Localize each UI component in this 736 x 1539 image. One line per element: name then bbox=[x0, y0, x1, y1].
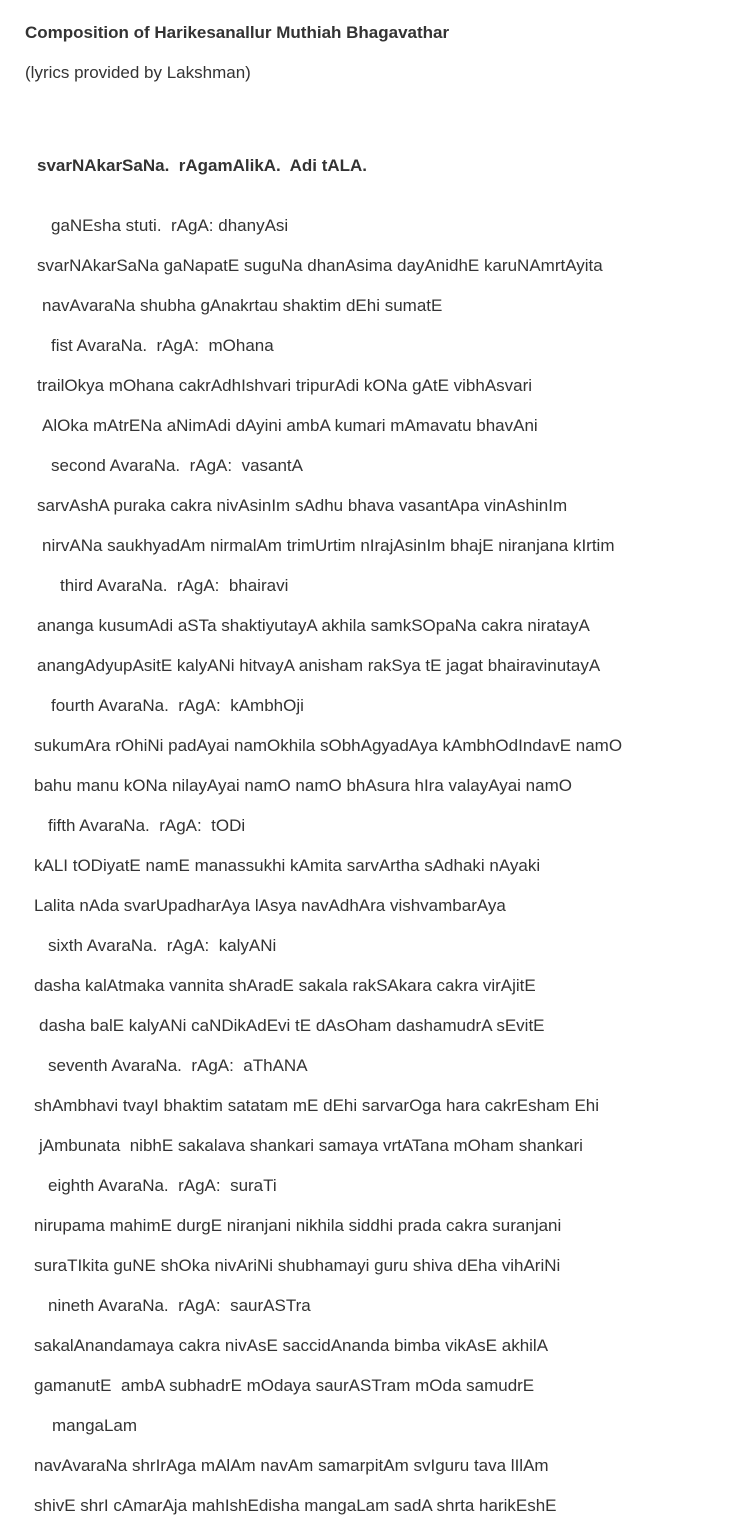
section-heading: fourth AvaraNa. rAgA: kAmbhOji bbox=[51, 696, 304, 715]
lyric-line: navAvaraNa shrIrAga mAlAm navAm samarpitAm svIguru tava lIlAm bbox=[34, 1456, 549, 1475]
lyric-line: trailOkya mOhana cakrAdhIshvari tripurAdi kONa gAtE vibhAsvari bbox=[37, 376, 533, 395]
lyric-line: gamanutE ambA subhadrE mOdaya saurASTram mOda samudrE bbox=[34, 1376, 535, 1395]
lyric-line: dasha balE kalyANi caNDikAdEvi tE dAsOham dashamudrA sEvitE bbox=[39, 1016, 545, 1035]
section-heading: fifth AvaraNa. rAgA: tODi bbox=[48, 816, 246, 835]
lyric-line: nirvANa saukhyadAm nirmalAm trimUrtim nIrajAsinIm bhajE niranjana kIrtim bbox=[42, 536, 615, 555]
section-heading: third AvaraNa. rAgA: bhairavi bbox=[60, 576, 289, 595]
lyric-line: suraTIkita guNE shOka nivAriNi shubhamayi guru shiva dEha vihAriNi bbox=[34, 1256, 561, 1275]
lyric-line: sarvAshA puraka cakra nivAsinIm sAdhu bhava vasantApa vinAshinIm bbox=[37, 496, 568, 515]
lyric-line: sukumAra rOhiNi padAyai namOkhila sObhAgyadAya kAmbhOdIndavE namO bbox=[34, 736, 623, 755]
section-heading: gaNEsha stuti. rAgA: dhanyAsi bbox=[51, 216, 289, 235]
section-heading: eighth AvaraNa. rAgA: suraTi bbox=[48, 1176, 277, 1195]
lyric-line: bahu manu kONa nilayAyai namO namO bhAsura hIra valayAyai namO bbox=[34, 776, 572, 795]
lyric-line: ananga kusumAdi aSTa shaktiyutayA akhila samkSOpaNa cakra niratayA bbox=[37, 616, 590, 635]
lyric-line: dasha kalAtmaka vannita shAradE sakala rakSAkara cakra virAjitE bbox=[34, 976, 536, 995]
lyric-line: AlOka mAtrENa aNimAdi dAyini ambA kumari mAmavatu bhavAni bbox=[42, 416, 538, 435]
lyric-line: anangAdyupAsitE kalyANi hitvayA anisham rakSya tE jagat bhairavinutayA bbox=[37, 656, 601, 675]
section-heading: sixth AvaraNa. rAgA: kalyANi bbox=[48, 936, 277, 955]
lyric-line: Lalita nAda svarUpadharAya lAsya navAdhAra vishvambarAya bbox=[34, 896, 506, 915]
lyric-line: shivE shrI cAmarAja mahIshEdisha mangaLam sadA shrta harikEshE bbox=[34, 1496, 557, 1515]
section-heading: seventh AvaraNa. rAgA: aThANA bbox=[48, 1056, 308, 1075]
section-heading: fist AvaraNa. rAgA: mOhana bbox=[51, 336, 274, 355]
section-heading: mangaLam bbox=[52, 1416, 138, 1435]
song-heading: svarNAkarSaNa. rAgamAlikA. Adi tALA. bbox=[37, 156, 368, 175]
section-heading: second AvaraNa. rAgA: vasantA bbox=[51, 456, 303, 475]
section-heading: nineth AvaraNa. rAgA: saurASTra bbox=[48, 1296, 311, 1315]
lyric-line: shAmbhavi tvayI bhaktim satatam mE dEhi sarvarOga hara cakrEsham Ehi bbox=[34, 1096, 600, 1115]
lyric-line: kALI tODiyatE namE manassukhi kAmita sarvArtha sAdhaki nAyaki bbox=[34, 856, 541, 875]
lyrics-credit: (lyrics provided by Lakshman) bbox=[25, 63, 251, 82]
lyric-line: navAvaraNa shubha gAnakrtau shaktim dEhi sumatE bbox=[42, 296, 443, 315]
lyric-line: jAmbunata nibhE sakalava shankari samaya vrtATana mOham shankari bbox=[39, 1136, 583, 1155]
lyric-line: sakalAnandamaya cakra nivAsE saccidAnanda bimba vikAsE akhilA bbox=[34, 1336, 549, 1355]
lyric-line: nirupama mahimE durgE niranjani nikhila siddhi prada cakra suranjani bbox=[34, 1216, 562, 1235]
lyric-line: svarNAkarSaNa gaNapatE suguNa dhanAsima dayAnidhE karuNAmrtAyita bbox=[37, 256, 603, 275]
page-title: Composition of Harikesanallur Muthiah Bhagavathar bbox=[25, 23, 450, 42]
